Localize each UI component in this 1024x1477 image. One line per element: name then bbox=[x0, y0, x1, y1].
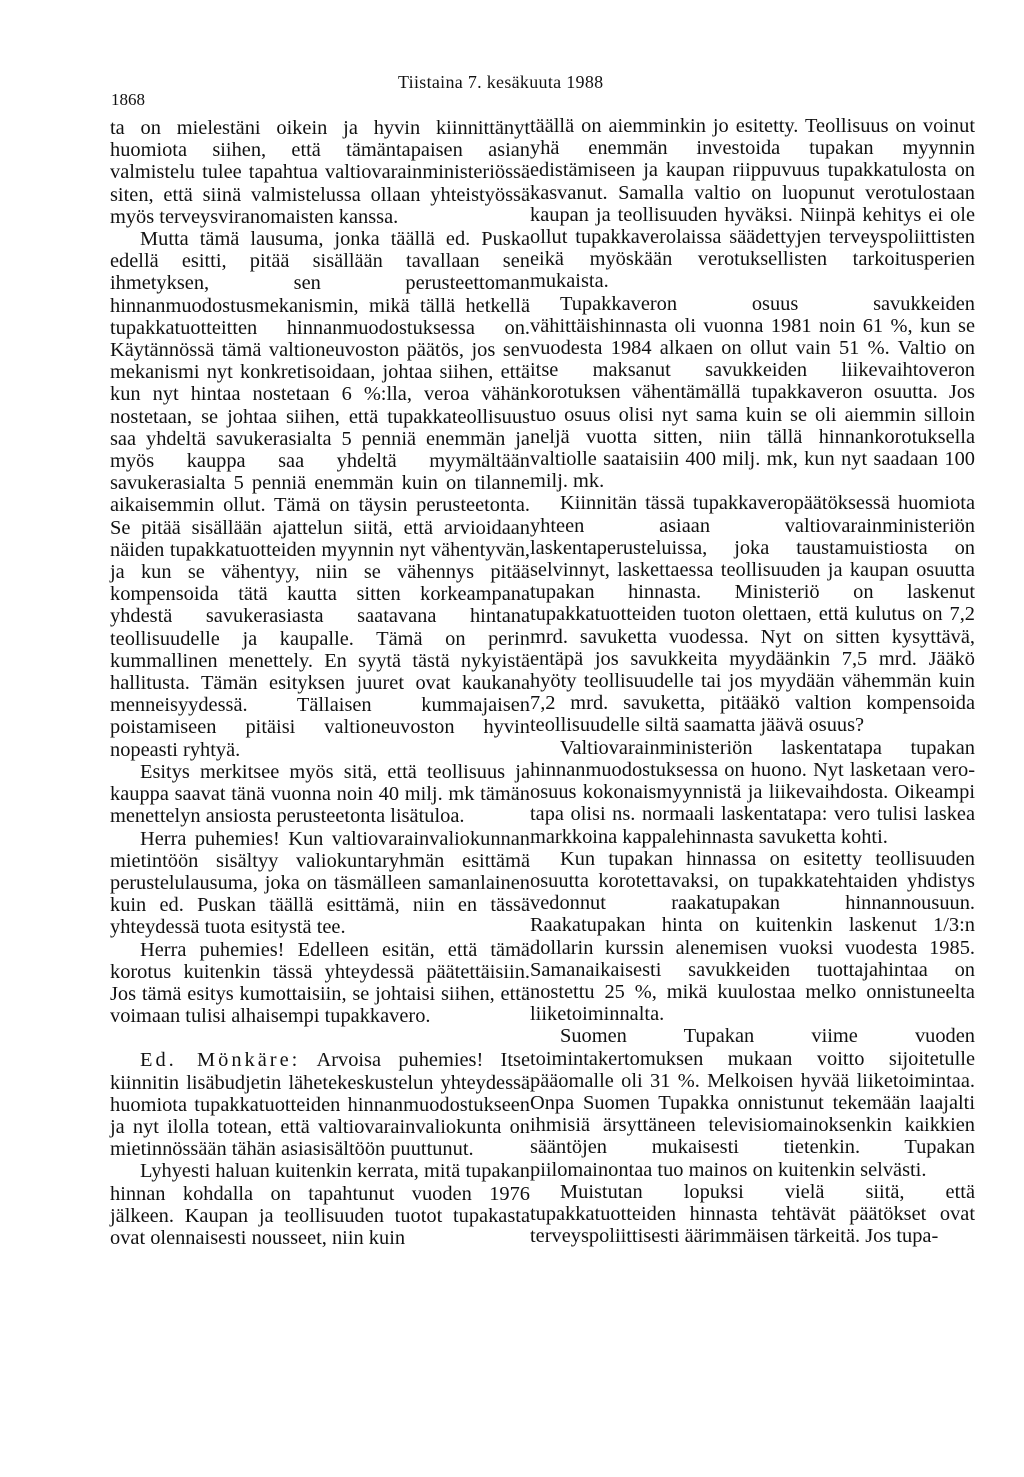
paragraph: täällä on aiemminkin jo esitetty. Teollisuus on voinut yhä enemmän investoida tupakan myynnin edistämiseen ja kaupan riippuvuus tupakkatulosta on kasvanut. Samalla valtio on luopunut verotulostaan kaupan ja teollisuuden hyväksi. Niinpä kehitys ei ole ollut tupakkaverolaissa säädettyjen terveyspoliittisten eikä myöskään verotuksellisten tarkoitusperien mukaista. bbox=[530, 115, 975, 293]
paragraph: Tupakkaveron osuus savukkeiden vähittäishinnasta oli vuonna 1981 noin 61 %, kun se vuodesta 1984 alkaen on ollut vain 51 %. Valtio on itse maksanut savukkeiden liikevaihtoveron korotuksen vähentämällä tupakkaveron osuutta. Jos tuo osuus olisi nyt sama kuin se oli aiemmin silloin neljä vuotta sitten, niin tällä hinnankorotuksella valtiolle saataisiin 400 milj. mk, kun nyt saadaan 100 milj. mk. bbox=[530, 292, 975, 493]
paragraph: Lyhyesti haluan kuitenkin kerrata, mitä tupakan hinnan kohdalla on tapahtunut vuoden 1976 jälkeen. Kaupan ja teollisuuden tuotot tupakasta ovat olennaisesti nousseet, niin kuin bbox=[110, 1160, 530, 1249]
page-number: 1868 bbox=[111, 90, 145, 109]
speaker-name: Ed. Mönkäre: bbox=[140, 1049, 301, 1072]
header-date: Tiistaina 7. kesäkuuta 1988 bbox=[398, 72, 604, 92]
paragraph: Muistutan lopuksi vielä siitä, että tupakkatuotteiden hinnasta tehtävät päätökset ovat terveyspoliittisesti äärimmäisen tärkeitä. Jos tupa- bbox=[530, 1180, 975, 1248]
paragraph: Kiinnitän tässä tupakkaveropäätöksessä huomiota yhteen asiaan valtiovarainministeriön laskentaperusteluissa, joka taustamuistiosta on selvinnyt, laskettaessa teollisuuden ja kaupan osuutta tupakan hinnasta. Ministeriö on laskenut tupakkatuotteiden tuoton olettaen, että kulutus on 7,2 mrd. savuketta vuodessa. Nyt on sitten kysyttävä, entäpä jos savukkeita myydäänkin 7,5 mrd. Jääkö hyöty teollisuudelle tai jos myydään vähemmän kuin 7,2 mrd. savuketta, pitääkö valtion kompensoida teollisuudelle siltä saamatta jäävä osuus? bbox=[530, 492, 975, 737]
paragraph: Mutta tämä lausuma, jonka täällä ed. Puska edellä esitti, pitää sisällään tavallaan sen ihmetyksen, sen perusteettoman hinnanmuodostusmekanismin, mikä tällä hetkellä tupakkatuotteitten hinnanmuodostuksessa on. Käytännössä tämä valtioneuvoston päätös, jos sen mekanismi nyt konkretisoidaan, johtaa siihen, että kun nyt hintaa nostetaan 6 %:lla, veroa vähän nostetaan, se johtaa siihen, että tupakkateollisuus saa yhdeltä savukerasialta 5 penniä enemmän ja myös kauppa saa yhdeltä myymältään savukerasialta 5 penniä enemmän kuin on tilanne aikaisemmin ollut. Tämä on täysin perusteetonta. Se pitää sisällään ajattelun siitä, että arvioidaan näiden tupakkatuotteiden myynnin nyt vähentyvän, ja kun se vähentyy, niin se vähennys pitää kompensoida tätä kautta sitten korkeampana yhdestä savukerasiasta saatavana hintana teollisuudelle ja kaupalle. Tämä on perin kummallinen menettely. En syytä tästä nykyistä hallitusta. Tämän esityksen juuret ovat kaukana menneisyydessä. Tällaisen kummajaisen poistamiseen pitäisi valtioneuvoston hyvin nopeasti ryhtyä. bbox=[110, 228, 530, 761]
right-column bbox=[530, 115, 975, 1247]
paragraph: ta on mielestäni oikein ja hyvin kiinnittänyt huomiota siihen, että tämäntapaisen asian valmistelu tulee tapahtua valtiovarainministeriössä siten, että siinä valmistelussa ollaan yhteistyössä myös terveysviranomaisten kanssa. bbox=[110, 117, 530, 228]
paragraph: Herra puhemies! Edelleen esitän, että tämä korotus kuitenkin tässä yhteydessä päätettäisiin. Jos tämä esitys kumottaisiin, se johtaisi siihen, että voimaan tulisi alhaisempi tupakkavero. bbox=[110, 938, 530, 1028]
page-header bbox=[0, 70, 1024, 109]
paragraph: Herra puhemies! Kun valtiovarainvaliokunnan mietintöön sisältyy valiokuntaryhmän esittämä perustelulausuma, joka on täsmälleen samanlainen kuin ed. Puskan täällä esittämä, niin en tässä yhteydessä tuota esitystä tee. bbox=[110, 827, 530, 939]
speaker-text: Arvoisa puhemies! Itse kiinnitin lisäbudjetin lähetekeskustelun yhteydessä huomiota tupakkatuotteiden hinnanmuodostukseen ja nyt ilolla totean, että valtiovarainvaliokunta on mietinnössään tähän asiasisältöön puuttunut. bbox=[110, 1049, 530, 1161]
speaker-paragraph bbox=[110, 1049, 530, 1160]
left-column bbox=[110, 117, 530, 1249]
paragraph: Esitys merkitsee myös sitä, että teollisuus ja kauppa saavat tänä vuonna noin 40 milj. mk tämän menettelyn ansiosta perusteetonta lisätuloa. bbox=[110, 760, 530, 828]
paragraph: Valtiovarainministeriön laskentatapa tupakan hinnanmuodostuksessa on huono. Nyt lasketaan vero-osuus kokonaismyynnistä ja liikevaihdosta. Oikeampi tapa olisi ns. normaali laskentatapa: vero tulisi laskea markkoina kappalehinnasta savuketta kohti. bbox=[530, 736, 975, 848]
paragraph: Kun tupakan hinnassa on esitetty teollisuuden osuutta korotettavaksi, on tupakkatehtaiden yhdistys vedonnut raakatupakan hinnannousuun. Raakatupakan hinta on kuitenkin laskenut 1/3:n dollarin kurssin alenemisen vuoksi vuodesta 1985. Samanaikaisesti savukkeiden tuottajahintaa on nostettu 25 %, mikä kuulostaa melko onnistuneelta liiketoiminnalta. bbox=[530, 847, 975, 1026]
paragraph: Suomen Tupakan viime vuoden toimintakertomuksen mukaan voitto sijoitetulle pääomalle oli 31 %. Melkoisen hyvää liiketoimintaa. Onpa Suomen Tupakka onnistunut tekemään laajalti ihmisiä ärsyttäneen televisiomainoksenkin kaikkien sääntöjen mukaisesti tietenkin. Tupakan piilomainontaa tuo mainos on kuitenkin selvästi. bbox=[530, 1025, 975, 1181]
